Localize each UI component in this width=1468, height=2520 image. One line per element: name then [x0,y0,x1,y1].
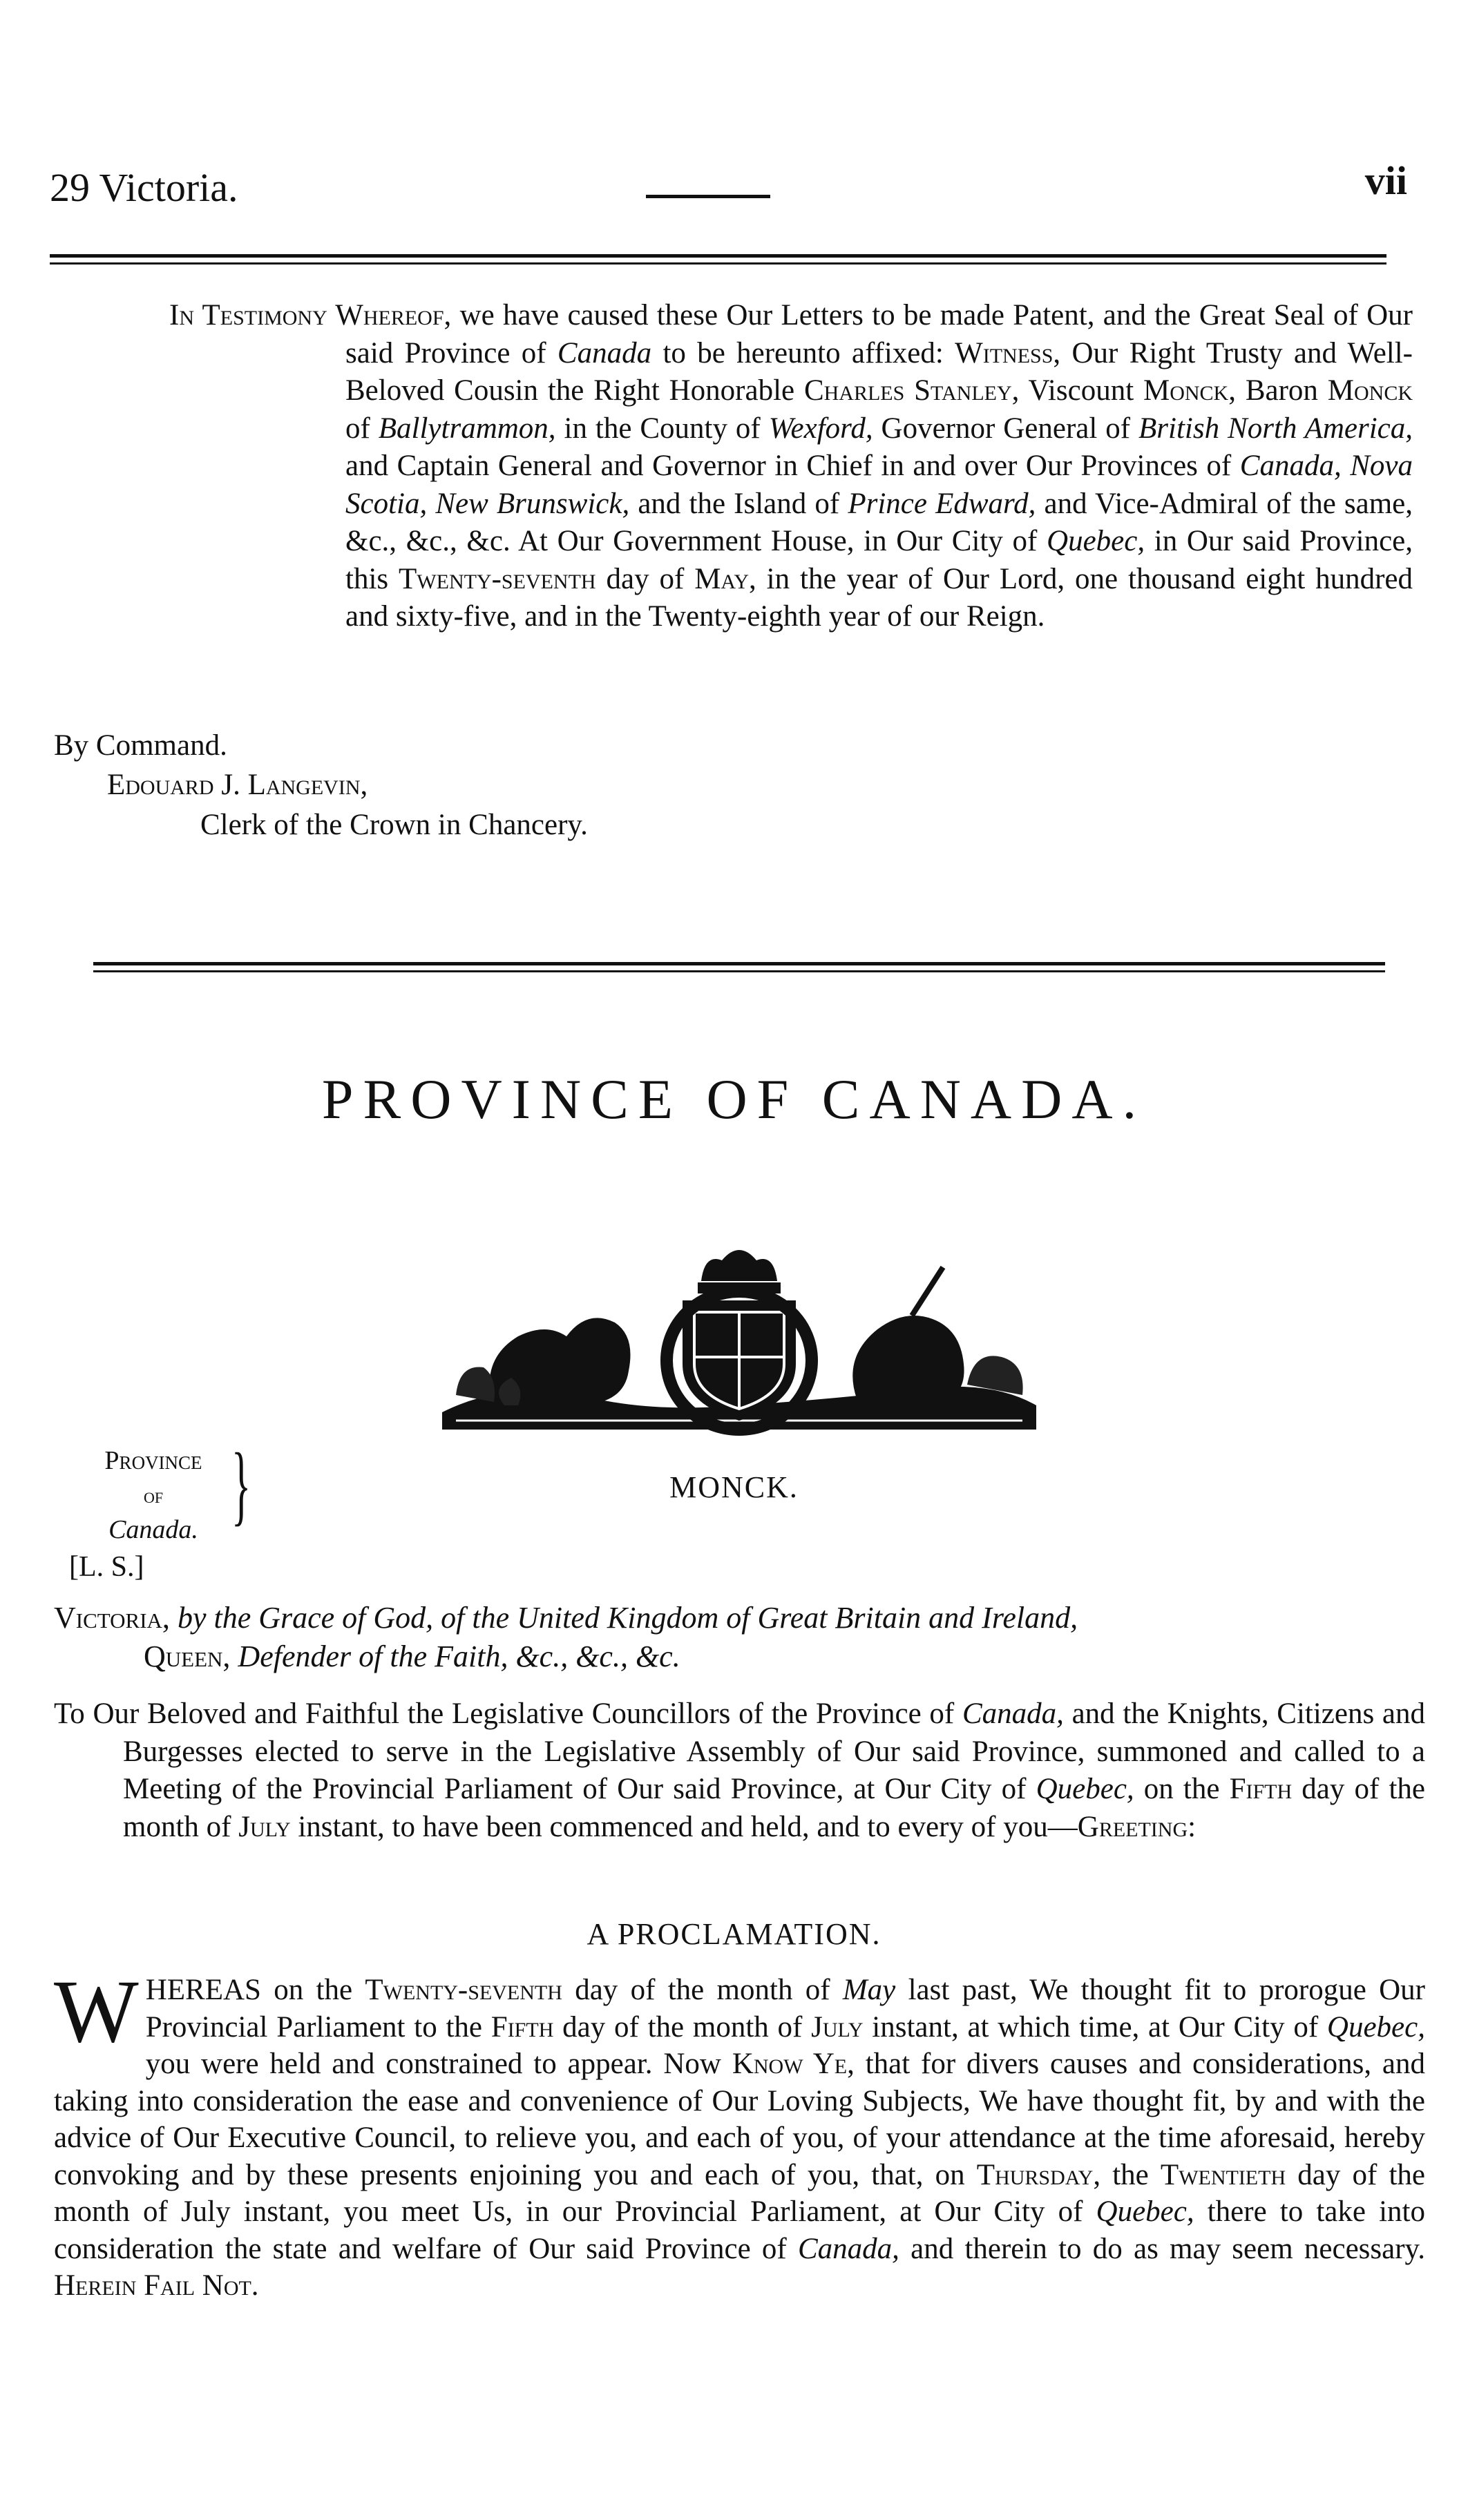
seal-mark: [L. S.] [69,1551,144,1583]
proc-text: there to take into consideration the state and welfare of Our said Province of [54,2195,1425,2265]
testimony-date: Twenty-seventh [399,562,596,595]
testimony-text: and the Island of [629,487,848,520]
proc-text: the [1100,2158,1161,2191]
royal-coat-of-arms-icon [428,1240,1050,1440]
proc-twentieth: Twentieth [1160,2158,1286,2191]
style-queen: Queen, [144,1639,231,1673]
proc-canada: Canada, [797,2232,899,2265]
style-text: by the Grace of God, of the United Kingdom of Great Britain and Ireland, [169,1601,1078,1635]
testimony-name: Charles Stanley, [803,374,1020,407]
drop-cap: W [54,1962,139,2061]
testimony-witness: Witness, [955,336,1061,369]
testimony-monck: Monck, [1143,374,1236,407]
testimony-place: Ballytrammon, [378,412,556,445]
address-paragraph [54,1695,1425,1846]
margin-line: Canada. [108,1515,198,1544]
testimony-canada: Canada [557,336,652,369]
brace-icon: } [231,1435,251,1535]
proc-text: instant, at which time, at Our City of [863,2010,1327,2043]
proc-text: last past, We thought fit to prorogue Our Provincial Parliament to the [145,1974,1425,2043]
proc-text: and therein to do as may seem necessary. [899,2232,1425,2265]
margin-line: Province [104,1446,202,1475]
header-double-rule-top [50,254,1386,258]
address-text: day of the month of [123,1773,1425,1843]
proc-thursday: Thursday, [976,2158,1101,2191]
testimony-text: day of [595,562,695,595]
testimony-text: and Vice-Admiral of the same, &c., &c., &c. At Our Government House, in Our City of [345,487,1413,557]
running-head: 29 Victoria. [50,165,238,210]
testimony-text: to be hereunto affixed: [651,336,955,369]
testimony-place: Quebec, [1047,525,1145,557]
testimony-place: Wexford, [768,412,873,445]
page-number: vii [1364,158,1407,203]
testimony-text: of [345,412,379,445]
proc-text: you were held and constrained to appear. Now [145,2048,732,2080]
address-greeting: Greeting: [1077,1810,1197,1843]
proc-text: that for divers causes and considerations, and taking into consideration the ease and convenience of Our Loving Subjects, We have thought fit, by and with the advice of Our Executive Council, to relieve you, and each of you, of your attendance at the time aforesaid, hereby convoking and by these presents enjoining you and each of you, that, on [54,2048,1426,2191]
testimony-lead: In Testimony Whereof, [169,299,452,331]
signer-title: Clerk of the Crown in Chancery. [200,809,588,841]
testimony-text: and Captain General and Governor in Chief in and over Our Provinces of [345,450,1240,482]
proc-text: day of the month of [562,1974,843,2006]
proc-know-ye: Know Ye, [732,2048,855,2080]
proclamation-heading: A PROCLAMATION. [587,1917,881,1951]
testimony-monck: Monck [1327,374,1413,407]
testimony-text: Viscount [1019,374,1143,407]
address-canada: Canada, [962,1697,1064,1730]
testimony-place: British North America, [1138,412,1413,445]
testimony-place: Prince Edward, [848,487,1036,520]
by-command: By Command. [54,729,227,762]
header-dash-rule [646,195,770,198]
proc-quebec: Quebec, [1096,2195,1194,2228]
address-text: and the Knights, Citizens and Burgesses elected to serve in the Legislative Assembly of Our said Province, summoned and called to a Meeting of the Provincial Parliament of Our said Province, at Our City of [123,1697,1425,1805]
address-text: on the [1134,1773,1230,1805]
testimony-paragraph [169,297,1413,636]
proc-quebec: Quebec, [1326,2010,1425,2043]
province-heading: PROVINCE OF CANADA. [321,1068,1147,1131]
margin-line: of [143,1483,164,1508]
address-text: instant, to have been commenced and held, and to every of you— [290,1810,1078,1843]
monck-signature: MONCK. [669,1470,799,1504]
testimony-text: in Our said Province, this [345,525,1413,595]
testimony-text: in the year of Our Lord, one thousand eight hundred and sixty-five, and in the Twenty-eighth year of our Reign. [345,562,1413,633]
proc-text: HEREAS on the [145,1974,365,2006]
testimony-text: Our Right Trusty and Well-Beloved Cousin the Right Honorable [345,336,1413,407]
sovereign-style [54,1599,1429,1676]
address-text: To Our Beloved and Faithful the Legislative Councillors of the Province of [54,1697,962,1730]
proc-fifth: Fifth [490,2010,554,2043]
address-fifth: Fifth [1229,1773,1293,1805]
proc-herein: Herein Fail Not. [54,2269,259,2302]
section-double-rule-bottom [93,970,1385,972]
proclamation-body [54,1962,1426,2305]
header-double-rule-bottom [50,262,1386,264]
testimony-text: Governor General of [873,412,1139,445]
style-text: Defender of the Faith, &c., &c., &c. [230,1639,680,1673]
address-quebec: Quebec, [1036,1773,1134,1805]
signer-name: Edouard J. Langevin, [107,769,368,801]
testimony-text: we have caused these Our Letters to be made Patent, and the Great Seal of Our said Province of [345,299,1413,369]
testimony-text: Baron [1235,374,1328,407]
section-double-rule-top [93,962,1385,965]
proc-text: day of the month of [553,2010,812,2043]
proc-may: May [842,1974,896,2006]
proc-text: day of the month of July instant, you meet Us, in our Provincial Parliament, at Our City of [54,2158,1425,2228]
testimony-month: May, [694,562,756,595]
proc-july: July [811,2010,864,2043]
testimony-text: in the County of [555,412,769,445]
address-july: July [238,1810,291,1843]
testimony-place: Canada, Nova Scotia, New Brunswick, [345,450,1413,520]
proc-date: Twenty-seventh [365,1974,562,2006]
style-victoria: Victoria, [54,1601,170,1635]
